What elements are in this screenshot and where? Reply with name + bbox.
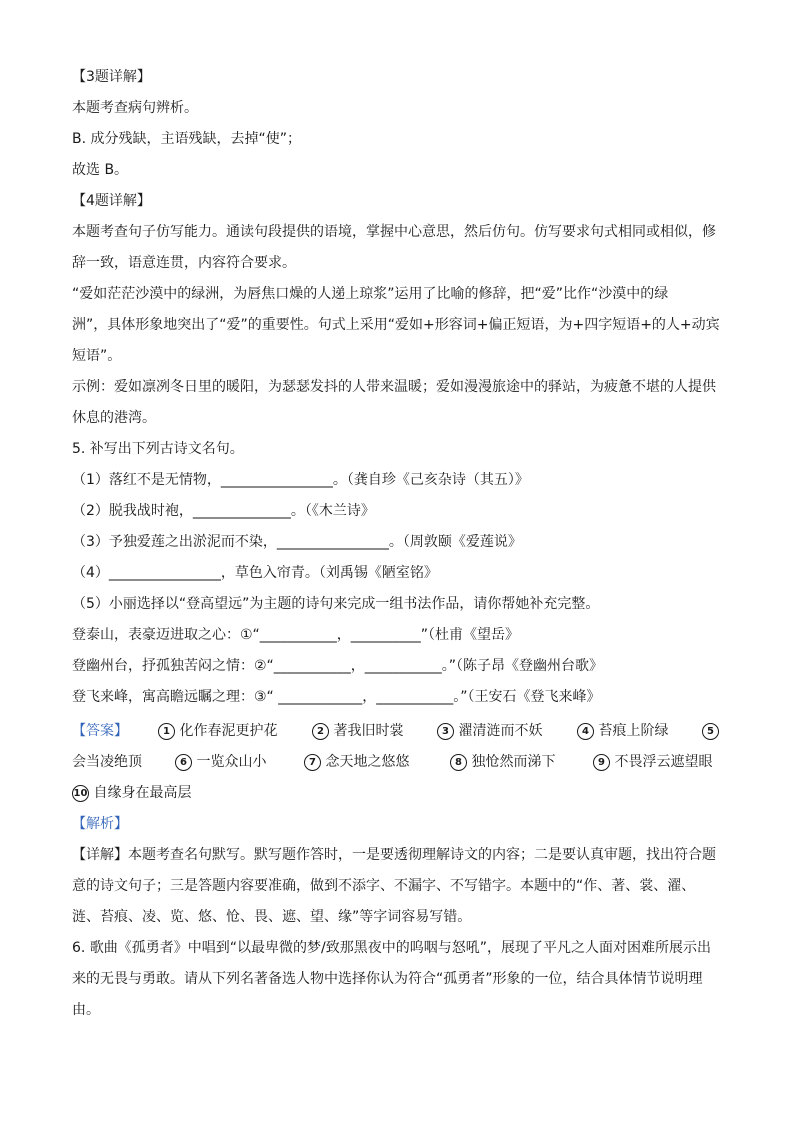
text-line: 休息的港湾。 <box>72 410 156 426</box>
text-line: “爱如茫茫沙漠中的绿洲，为唇焦口燥的人递上琼浆”运用了比喻的修辞，把“爱”比作“沙漠中的绿 <box>72 286 669 302</box>
question-6-line: 来的无畏与勇敢。请从下列名著备选人物中选择你认为符合“孤勇者”形象的一位，结合具体情节说明理 <box>72 971 703 987</box>
text-line: 本题考查句子仿写能力。通读句段提供的语境，掌握中心意思，然后仿句。仿写要求句式相同或相似，修 <box>72 224 716 240</box>
answer-item: 2 著我旧时裳 <box>312 722 403 740</box>
text-line: 辞一致，语意连贯，内容符合要求。 <box>72 255 296 271</box>
question-5-sub-3: 登飞来峰，寓高瞻远瞩之理：③“ ____________，___________。”（王安石《登飞来峰》 <box>72 689 601 705</box>
text-line: 涟、苔痕、凌、览、悠、怆、畏、遮、望、缘”等字词容易写错。 <box>72 909 472 925</box>
section-heading-q3: 【3题详解】 <box>72 69 151 85</box>
text-line: 【详解】本题考查名句默写。默写题作答时，一是要透彻理解诗文的内容；二是要认真审题，找出符合题 <box>72 847 716 863</box>
answer-item: 9 不畏浮云遮望眼 <box>593 753 712 771</box>
answer-item: 3 濯清涟而不妖 <box>437 722 542 740</box>
answer-item: 1 化作春泥更护花 <box>158 722 277 740</box>
question-5-sub-1: 登泰山，表豪迈进取之心：①“___________，__________”（杜甫《望岳》 <box>72 627 520 643</box>
analysis-label: 【解析】 <box>72 816 128 832</box>
answer-label: 【答案】 <box>72 723 128 739</box>
question-5-title: 5. 补写出下列古诗文名句。 <box>72 441 244 457</box>
text-line: 意的诗文句子；三是答题内容要准确，做到不添字、不漏字、不写错字。本题中的“作、著、裳、濯、 <box>72 878 696 894</box>
text-line: 短语”。 <box>72 348 122 364</box>
answer-item: 10 自缘身在最高层 <box>73 785 192 801</box>
answer-item: 4 苔痕上阶绿 <box>577 722 668 740</box>
question-5-sub-2: 登幽州台，抒孤独苦闷之情：②“___________，___________。”（陈子昂《登幽州台歌》 <box>72 658 604 674</box>
text-line: 故选 B。 <box>72 162 129 178</box>
answer-item: 8 独怆然而涕下 <box>450 753 555 771</box>
answer-item: 7 念天地之悠悠 <box>304 753 409 771</box>
question-5-item-3: （3）予独爱莲之出淤泥而不染，________________。（周敦颐《爱莲说》 <box>72 534 522 550</box>
text-line: 示例：爱如凛冽冬日里的暖阳，为瑟瑟发抖的人带来温暖；爱如漫漫旅途中的驿站，为疲惫不堪的人提供 <box>72 379 716 395</box>
text-line: 本题考查病句辨析。 <box>72 100 198 116</box>
question-5-item-1: （1）落红不是无情物，________________。（龚自珍《己亥杂诗（其五）》 <box>72 472 529 488</box>
question-5-item-4: （4）________________，草色入帘青。（刘禹锡《陋室铭》 <box>72 565 438 581</box>
answer-item: 会当凌绝顶 <box>72 754 142 770</box>
question-6-line: 6. 歌曲《孤勇者》中唱到“以最卑微的梦/致那黑夜中的呜咽与怒吼”，展现了平凡之人面对困难所展示出 <box>72 940 712 956</box>
question-6-line: 由。 <box>72 1002 100 1018</box>
answer-item: 5 <box>702 722 719 740</box>
question-5-item-5: （5）小丽选择以“登高望远”为主题的诗句来完成一组书法作品，请你帮她补充完整。 <box>72 596 600 612</box>
text-line: B. 成分残缺，主语残缺，去掉“使”； <box>72 131 302 147</box>
section-heading-q4: 【4题详解】 <box>72 193 151 209</box>
answer-item: 6 一览众山小 <box>175 753 266 771</box>
text-line: 洲”，具体形象地突出了“爱”的重要性。句式上采用“爱如+形容词+偏正短语，为+四字短语+的人+动宾 <box>72 317 720 333</box>
question-5-item-2: （2）脱我战时袍，______________。（《木兰诗》 <box>72 503 375 519</box>
